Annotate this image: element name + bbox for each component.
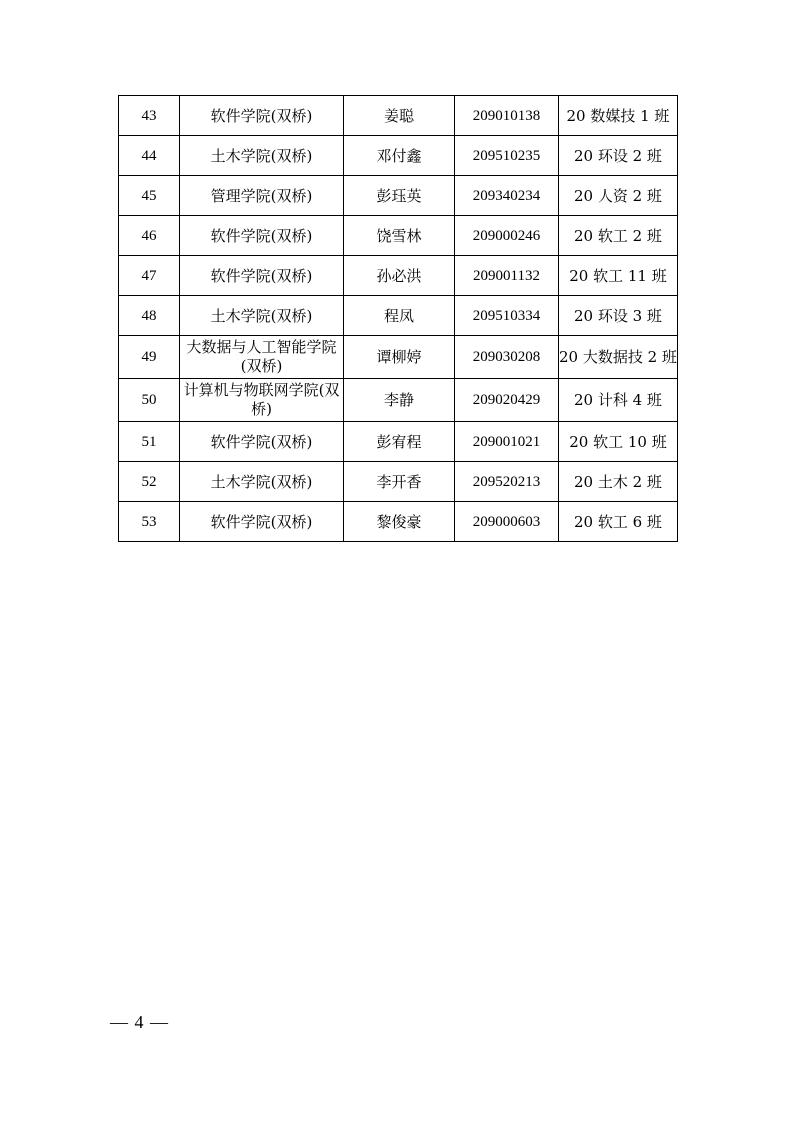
student-name-cell: 谭柳婷 [344, 336, 455, 379]
row-number: 50 [119, 379, 180, 422]
class-cell: 20 人资 2 班 [559, 176, 678, 216]
college-cell: 土木学院(双桥) [180, 136, 344, 176]
row-number: 52 [119, 462, 180, 502]
class-cell: 20 大数据技 2 班 [559, 336, 678, 379]
college-cell: 软件学院(双桥) [180, 256, 344, 296]
student-name-cell: 程凤 [344, 296, 455, 336]
student-name-cell: 姜聪 [344, 96, 455, 136]
student-id-cell: 209030208 [455, 336, 559, 379]
student-id-cell: 209000246 [455, 216, 559, 256]
student-id-cell: 209000603 [455, 502, 559, 542]
table-row [119, 336, 678, 379]
college-cell: 大数据与人工智能学院(双桥) [180, 336, 344, 379]
table-row [119, 296, 678, 336]
student-name-cell: 孙必洪 [344, 256, 455, 296]
student-id-cell: 209510235 [455, 136, 559, 176]
table-row [119, 176, 678, 216]
table-row [119, 96, 678, 136]
row-number: 49 [119, 336, 180, 379]
row-number: 53 [119, 502, 180, 542]
table-row [119, 422, 678, 462]
college-cell: 软件学院(双桥) [180, 502, 344, 542]
student-id-cell: 209001021 [455, 422, 559, 462]
row-number: 45 [119, 176, 180, 216]
college-cell: 软件学院(双桥) [180, 422, 344, 462]
student-id-cell: 209020429 [455, 379, 559, 422]
class-cell: 20 软工 11 班 [559, 256, 678, 296]
student-name-cell: 李静 [344, 379, 455, 422]
table-row [119, 462, 678, 502]
table-row [119, 136, 678, 176]
row-number: 48 [119, 296, 180, 336]
student-name-cell: 饶雪林 [344, 216, 455, 256]
page-number: — 4 — [110, 1012, 169, 1032]
table-row [119, 379, 678, 422]
class-cell: 20 软工 6 班 [559, 502, 678, 542]
student-id-cell: 209520213 [455, 462, 559, 502]
college-cell: 土木学院(双桥) [180, 296, 344, 336]
student-id-cell: 209510334 [455, 296, 559, 336]
college-cell: 管理学院(双桥) [180, 176, 344, 216]
class-cell: 20 环设 3 班 [559, 296, 678, 336]
student-name-cell: 黎俊豪 [344, 502, 455, 542]
student-name-cell: 邓付鑫 [344, 136, 455, 176]
student-roster-table [118, 95, 678, 542]
college-cell: 土木学院(双桥) [180, 462, 344, 502]
row-number: 47 [119, 256, 180, 296]
row-number: 51 [119, 422, 180, 462]
class-cell: 20 环设 2 班 [559, 136, 678, 176]
class-cell: 20 软工 10 班 [559, 422, 678, 462]
class-cell: 20 土木 2 班 [559, 462, 678, 502]
college-cell: 软件学院(双桥) [180, 216, 344, 256]
student-id-cell: 209001132 [455, 256, 559, 296]
student-name-cell: 李开香 [344, 462, 455, 502]
college-cell: 计算机与物联网学院(双桥) [180, 379, 344, 422]
class-cell: 20 数媒技 1 班 [559, 96, 678, 136]
table-row [119, 256, 678, 296]
class-cell: 20 软工 2 班 [559, 216, 678, 256]
student-id-cell: 209010138 [455, 96, 559, 136]
student-name-cell: 彭珏英 [344, 176, 455, 216]
row-number: 43 [119, 96, 180, 136]
table-row [119, 502, 678, 542]
student-name-cell: 彭宥程 [344, 422, 455, 462]
row-number: 46 [119, 216, 180, 256]
row-number: 44 [119, 136, 180, 176]
class-cell: 20 计科 4 班 [559, 379, 678, 422]
college-cell: 软件学院(双桥) [180, 96, 344, 136]
table-row [119, 216, 678, 256]
student-id-cell: 209340234 [455, 176, 559, 216]
